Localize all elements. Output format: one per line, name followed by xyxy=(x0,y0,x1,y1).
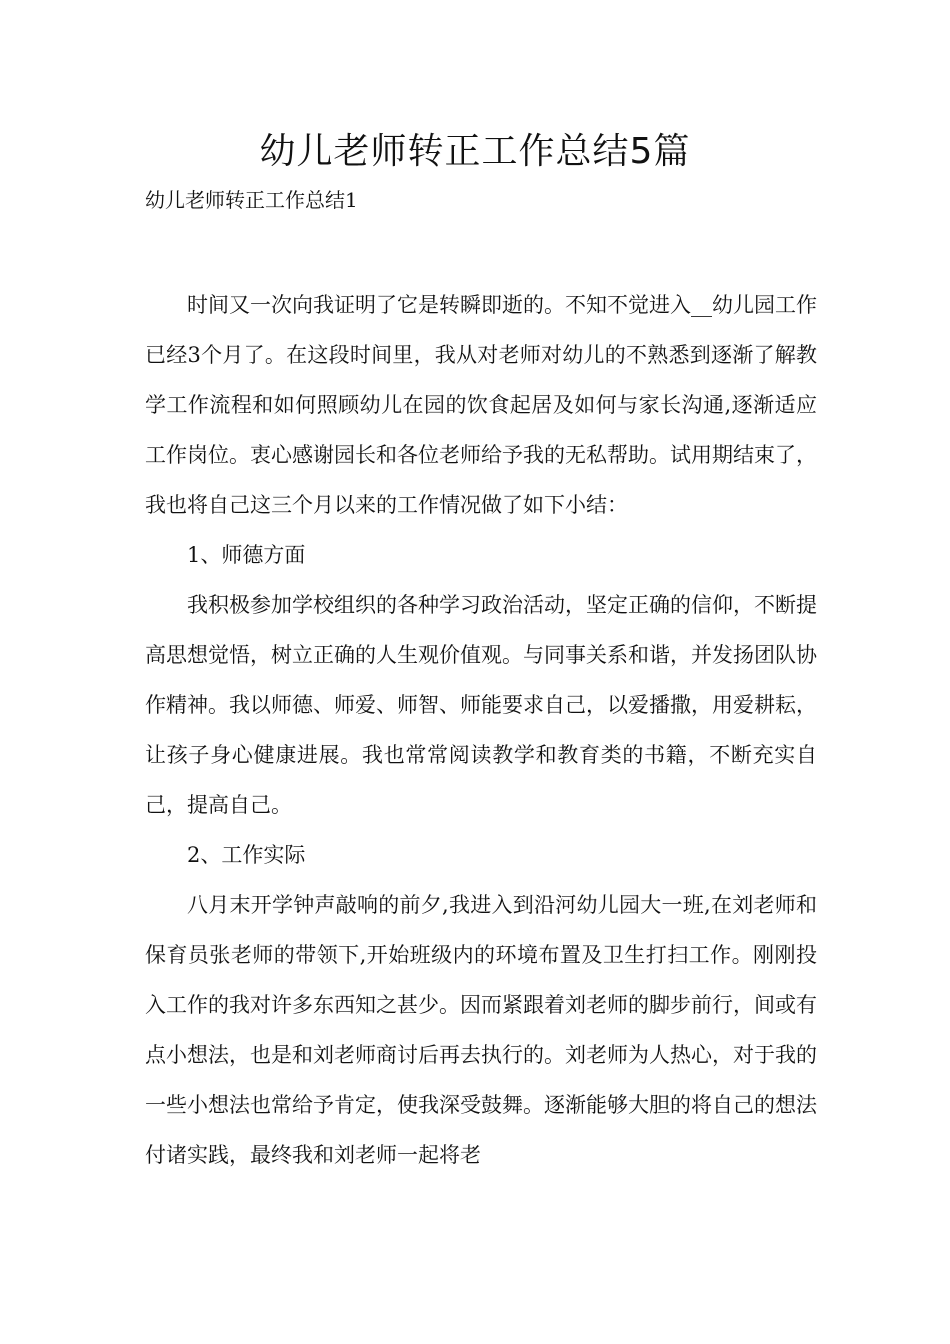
paragraph-ethics: 我积极参加学校组织的各种学习政治活动，坚定正确的信仰，不断提高思想觉悟，树立正确的人生观价值观。与同事关系和谐，并发扬团队协作精神。我以师德、师爱、师智、师能要求自己，以爱播撒，用爱耕耘，让孩子身心健康进展。我也常常阅读教学和教育类的书籍，不断充实自己，提高自己。 xyxy=(145,593,817,817)
section-heading-ethics: 1、师德方面 xyxy=(187,543,306,567)
document-subtitle: 幼儿老师转正工作总结1 xyxy=(145,188,358,212)
paragraph-intro: 时间又一次向我证明了它是转瞬即逝的。不知不觉进入__幼儿园工作已经3个月了。在这段时间里，我从对老师对幼儿的不熟悉到逐渐了解教学工作流程和如何照顾幼儿在园的饮食起居及如何与家长沟通,逐渐适应工作岗位。衷心感谢园长和各位老师给予我的无私帮助。试用期结束了，我也将自己这三个月以来的工作情况做了如下小结： xyxy=(145,293,817,517)
document-title: 幼儿老师转正工作总结5篇 xyxy=(259,131,691,172)
section-heading-work: 2、工作实际 xyxy=(187,843,306,867)
paragraph-work: 八月末开学钟声敲响的前夕,我进入到沿河幼儿园大一班,在刘老师和保育员张老师的带领下,开始班级内的环境布置及卫生打扫工作。刚刚投入工作的我对许多东西知之甚少。因而紧跟着刘老师的脚步前行，间或有点小想法，也是和刘老师商讨后再去执行的。刘老师为人热心，对于我的一些小想法也常给予肯定，使我深受鼓舞。逐渐能够大胆的将自己的想法付诸实践，最终我和刘老师一起将老 xyxy=(145,893,817,1167)
document-body xyxy=(145,280,817,1180)
